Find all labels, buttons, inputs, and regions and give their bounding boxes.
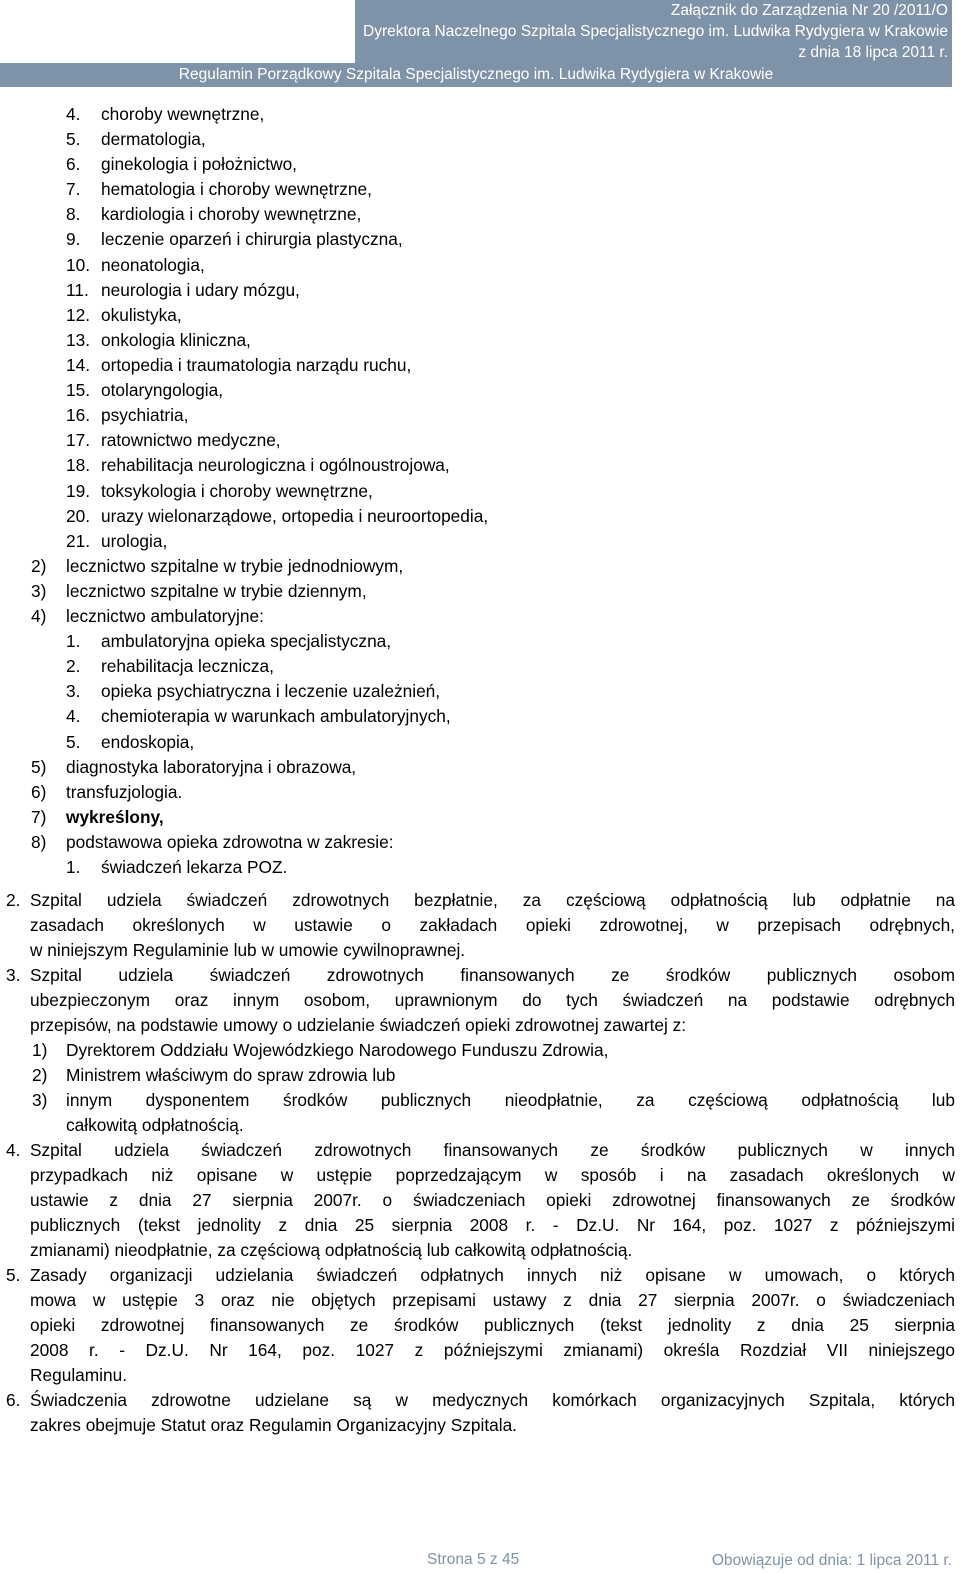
- paragraph-4-line: przypadkach niż opisane w ustępie poprzedzającym w sposób i na zasadach określonych w: [30, 1165, 955, 1185]
- specialty-item-number: 14.: [66, 355, 91, 375]
- service-item-number: 6): [31, 782, 47, 802]
- specialty-item-text: neurologia i udary mózgu,: [101, 280, 300, 300]
- specialty-item-number: 12.: [66, 305, 91, 325]
- paragraph-4-line: ustawie z dnia 27 sierpnia 2007r. o świadczeniach opieki zdrowotnej finansowanych ze środków: [30, 1190, 955, 1210]
- paragraph-5-line: mowa w ustępie 3 oraz nie objętych przepisami ustawy z dnia 27 sierpnia 2007r. o świadczeniach: [30, 1290, 955, 1310]
- ambulatory-item-number: 1.: [66, 631, 81, 651]
- specialty-item-number: 16.: [66, 405, 91, 425]
- header-attachment: Załącznik do Zarządzenia Nr 20 /2011/O: [670, 2, 948, 19]
- specialty-item-text: rehabilitacja neurologiczna i ogólnoustrojowa,: [101, 455, 450, 475]
- paragraph-2-line: w niniejszym Regulaminie lub w umowie cywilnoprawnej.: [30, 940, 466, 960]
- page-number: Strona 5 z 45: [427, 1551, 520, 1568]
- paragraph-3-subitem: [32, 1088, 955, 1138]
- specialty-item-text: okulistyka,: [101, 305, 182, 325]
- paragraph-3-subitem-number: 1): [32, 1040, 48, 1060]
- paragraph-3: [6, 963, 955, 1038]
- specialty-item-number: 10.: [66, 255, 91, 275]
- specialty-item-text: otolaryngologia,: [101, 380, 224, 400]
- specialty-item-number: 19.: [66, 481, 91, 501]
- specialty-item-text: onkologia kliniczna,: [101, 330, 251, 350]
- header-director: Dyrektora Naczelnego Szpitala Specjalistycznego im. Ludwika Rydygiera w Krakowie: [363, 23, 948, 40]
- service-item-number: 5): [31, 757, 47, 777]
- ambulatory-item-text: ambulatoryjna opieka specjalistyczna,: [101, 631, 392, 651]
- paragraph-3-subitem: [32, 1063, 955, 1088]
- service-item-number: 8): [31, 832, 47, 852]
- specialty-item-number: 21.: [66, 531, 91, 551]
- service-item-text: wykreślony,: [66, 807, 164, 827]
- specialty-item-number: 9.: [66, 229, 81, 249]
- service-item-text: podstawowa opieka zdrowotna w zakresie:: [66, 832, 394, 852]
- specialty-item-text: urologia,: [101, 531, 168, 551]
- paragraph-3-number: 3.: [6, 965, 21, 985]
- specialty-item-number: 7.: [66, 179, 81, 199]
- specialty-item-number: 17.: [66, 430, 91, 450]
- ambulatory-item-number: 3.: [66, 681, 81, 701]
- ambulatory-item-number: 2.: [66, 656, 81, 676]
- specialty-item-number: 6.: [66, 154, 81, 174]
- header-date: z dnia 18 lipca 2011 r.: [798, 44, 948, 61]
- specialty-item-number: 4.: [66, 104, 81, 124]
- document-header: [355, 0, 952, 63]
- poz-item-text: świadczeń lekarza POZ.: [101, 857, 288, 877]
- paragraph-3-subitem-number: 2): [32, 1065, 48, 1085]
- paragraph-2-line: Szpital udziela świadczeń zdrowotnych bezpłatnie, za częściową odpłatnością lub odpłatnie na: [30, 890, 955, 910]
- service-item-number: 7): [31, 807, 47, 827]
- ambulatory-item-text: opieka psychiatryczna i leczenie uzależnień,: [101, 681, 441, 701]
- paragraph-5-line: opieki zdrowotnej finansowanych ze środków publicznych (tekst jednolity z dnia 25 sierpnia: [30, 1315, 955, 1335]
- paragraph-2: [6, 888, 955, 963]
- specialty-item-number: 8.: [66, 204, 81, 224]
- service-item-number: 3): [31, 581, 47, 601]
- paragraph-6-line: Świadczenia zdrowotne udzielane są w medycznych komórkach organizacyjnych Szpitala, których: [30, 1390, 955, 1410]
- service-item-number: 4): [31, 606, 47, 626]
- specialty-item-text: leczenie oparzeń i chirurgia plastyczna,: [101, 229, 403, 249]
- paragraph-3-line: ubezpieczonym oraz innym osobom, uprawnionym do tych świadczeń na podstawie odrębnych: [30, 990, 955, 1010]
- paragraph-3-subitem-line: innym dysponentem środków publicznych nieodpłatnie, za częściową odpłatnością lub: [66, 1090, 955, 1110]
- service-item-number: 2): [31, 556, 47, 576]
- specialty-item-number: 18.: [66, 455, 91, 475]
- paragraph-5-number: 5.: [6, 1265, 21, 1285]
- effective-date: Obowiązuje od dnia: 1 lipca 2011 r.: [711, 1552, 952, 1569]
- header-regulation-title: Regulamin Porządkowy Szpitala Specjalistycznego im. Ludwika Rydygiera w Krakowie: [0, 63, 952, 87]
- specialty-item-text: ortopedia i traumatologia narządu ruchu,: [101, 355, 412, 375]
- specialty-item-number: 15.: [66, 380, 91, 400]
- paragraph-3-line: przepisów, na podstawie umowy o udzielanie świadczeń opieki zdrowotnej zawartej z:: [30, 1015, 687, 1035]
- service-item-text: lecznictwo szpitalne w trybie dziennym,: [66, 581, 367, 601]
- poz-item-number: 1.: [66, 857, 81, 877]
- paragraph-5-line: Zasady organizacji udzielania świadczeń odpłatnych innych niż opisane w umowach, o których: [30, 1265, 955, 1285]
- paragraph-3-subitem-number: 3): [32, 1090, 48, 1110]
- specialty-item-text: psychiatria,: [101, 405, 189, 425]
- ambulatory-item-text: rehabilitacja lecznicza,: [101, 656, 274, 676]
- paragraph-6: [6, 1388, 955, 1438]
- paragraph-3-subitem-line: Dyrektorem Oddziału Wojewódzkiego Narodowego Funduszu Zdrowia,: [66, 1040, 609, 1060]
- paragraph-4: [6, 1138, 955, 1263]
- service-item-text: diagnostyka laboratoryjna i obrazowa,: [66, 757, 357, 777]
- specialty-item-text: choroby wewnętrzne,: [101, 104, 265, 124]
- paragraph-3-subitem: [32, 1038, 955, 1063]
- paragraph-5: [6, 1263, 955, 1388]
- ambulatory-item-text: endoskopia,: [101, 732, 195, 752]
- paragraph-4-line: Szpital udziela świadczeń zdrowotnych finansowanych ze środków publicznych w innych: [30, 1140, 955, 1160]
- specialty-item-number: 20.: [66, 506, 91, 526]
- paragraph-3-subitem-line: Ministrem właściwym do spraw zdrowia lub: [66, 1065, 396, 1085]
- paragraph-6-line: zakres obejmuje Statut oraz Regulamin Organizacyjny Szpitala.: [30, 1415, 517, 1435]
- paragraph-4-line: publicznych (tekst jednolity z dnia 25 sierpnia 2008 r. - Dz.U. Nr 164, poz. 1027 z późniejszymi: [30, 1215, 955, 1235]
- paragraph-2-number: 2.: [6, 890, 21, 910]
- paragraph-5-line: 2008 r. - Dz.U. Nr 164, poz. 1027 z późniejszymi zmianami) określa Rozdział VII niniejszego: [30, 1340, 955, 1360]
- specialty-item-text: ratownictwo medyczne,: [101, 430, 281, 450]
- specialty-item-text: ginekologia i położnictwo,: [101, 154, 297, 174]
- specialty-item-text: neonatologia,: [101, 255, 205, 275]
- service-item-text: lecznictwo ambulatoryjne:: [66, 606, 264, 626]
- paragraph-4-number: 4.: [6, 1140, 21, 1160]
- service-item-text: lecznictwo szpitalne w trybie jednodniowym,: [66, 556, 404, 576]
- specialty-item-number: 5.: [66, 129, 81, 149]
- paragraph-2-line: zasadach określonych w ustawie o zakładach opieki zdrowotnej, w przepisach odrębnych,: [30, 915, 955, 935]
- service-item-text: transfuzjologia.: [66, 782, 183, 802]
- paragraph-3-subitem-line: całkowitą odpłatnością.: [66, 1115, 244, 1135]
- specialty-item-number: 11.: [66, 280, 89, 300]
- specialty-item-number: 13.: [66, 330, 91, 350]
- paragraph-6-number: 6.: [6, 1390, 21, 1410]
- ambulatory-item-number: 5.: [66, 732, 81, 752]
- specialty-item-text: urazy wielonarządowe, ortopedia i neuroortopedia,: [101, 506, 489, 526]
- specialty-item-text: dermatologia,: [101, 129, 206, 149]
- specialty-item-text: kardiologia i choroby wewnętrzne,: [101, 204, 362, 224]
- specialty-item-text: toksykologia i choroby wewnętrzne,: [101, 481, 373, 501]
- specialty-item-text: hematologia i choroby wewnętrzne,: [101, 179, 372, 199]
- ambulatory-item-text: chemioterapia w warunkach ambulatoryjnych,: [101, 706, 451, 726]
- paragraph-3-line: Szpital udziela świadczeń zdrowotnych finansowanych ze środków publicznych osobom: [30, 965, 955, 985]
- paragraph-5-line: Regulaminu.: [30, 1365, 128, 1385]
- ambulatory-item-number: 4.: [66, 706, 81, 726]
- paragraph-4-line: zmianami) nieodpłatnie, za częściową odpłatnością lub całkowitą odpłatnością.: [30, 1240, 633, 1260]
